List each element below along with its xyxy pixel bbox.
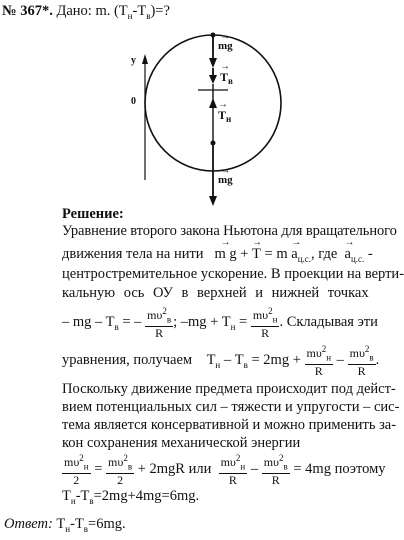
axis-y-label: y — [131, 55, 136, 66]
given-sub-n: н — [127, 10, 133, 21]
equation-sum: уравнения, получаем $T_н - T_в = 2mg$ + $\frac{m\upsilon^2_н}{R}$ – $\frac{m\upsilon^2_в}{R}$ . — [62, 344, 380, 379]
equation-energy: $\frac{m\upsilon^2_н}{2}$ = $\frac{m\upsilon^2_в}{2}$ + 2mgR или $\frac{m\upsilon^2_н}{R}$ – $\frac{m\upsilon^2_в}{R}$ = 4mg поэтому — [64, 453, 386, 488]
top-point — [211, 33, 216, 38]
equation-projections: – mg – $T_в$ = – $\frac{m\upsilon^2_в}{R}$ ; $-mg + T_н$ = $\frac{m\upsilon^2_н}{R}$ . Складывая эти — [62, 306, 378, 341]
given-sub-v: в — [146, 10, 151, 21]
p1-line1: Уравнение второго закона Ньютона для вращательного — [62, 223, 397, 239]
p2-line1: Поскольку движение предмета происходит под дейст- — [62, 381, 396, 397]
p2-line2: вием потенциальных сил – тяжести и упругости – сис- — [62, 399, 400, 415]
p2-line3: тема является консервативной и можно применить за- — [62, 417, 397, 433]
p1-line4: кальную ось ОУ в верхней и нижней точках — [62, 285, 369, 301]
given-end: )=? — [150, 3, 170, 19]
y-axis-arrow — [142, 54, 148, 64]
tn-arrow — [209, 98, 217, 108]
label-mg-bottom: → mg — [218, 174, 233, 186]
final-result-line: $T_н-T_в=2mg+4mg=6mg$. — [62, 488, 200, 506]
given-text: Дано: m. (Т — [56, 3, 128, 19]
answer-label: Ответ: — [4, 516, 53, 532]
label-mg-top: → mg — [218, 40, 233, 52]
p1-line3: центростремительное ускорение. В проекции на верти- — [62, 266, 404, 282]
axis-origin-label: 0 — [131, 96, 136, 107]
given-dash: -Т — [132, 3, 147, 19]
label-tn: → $T_н$ — [218, 108, 231, 124]
newton-equation: → m g + → $T = m \to a_{ц.с.}$ — [214, 246, 311, 262]
problem-number: № 367*. — [2, 3, 53, 19]
problem-header — [2, 3, 170, 21]
p2-line4: кон сохранения механической энергии — [62, 435, 301, 451]
answer-line: Ответ: $T_н-T_в=6mg$. — [4, 516, 126, 534]
p1-line2: движения тела на нити → m g + → $T = m \to a_{ц.с.}$, где → $a_{ц.с.}$ - — [62, 246, 373, 264]
label-tv: → $T_в$ — [220, 70, 233, 86]
bottom-point — [211, 141, 216, 146]
solution-heading: Решение: — [62, 206, 124, 222]
